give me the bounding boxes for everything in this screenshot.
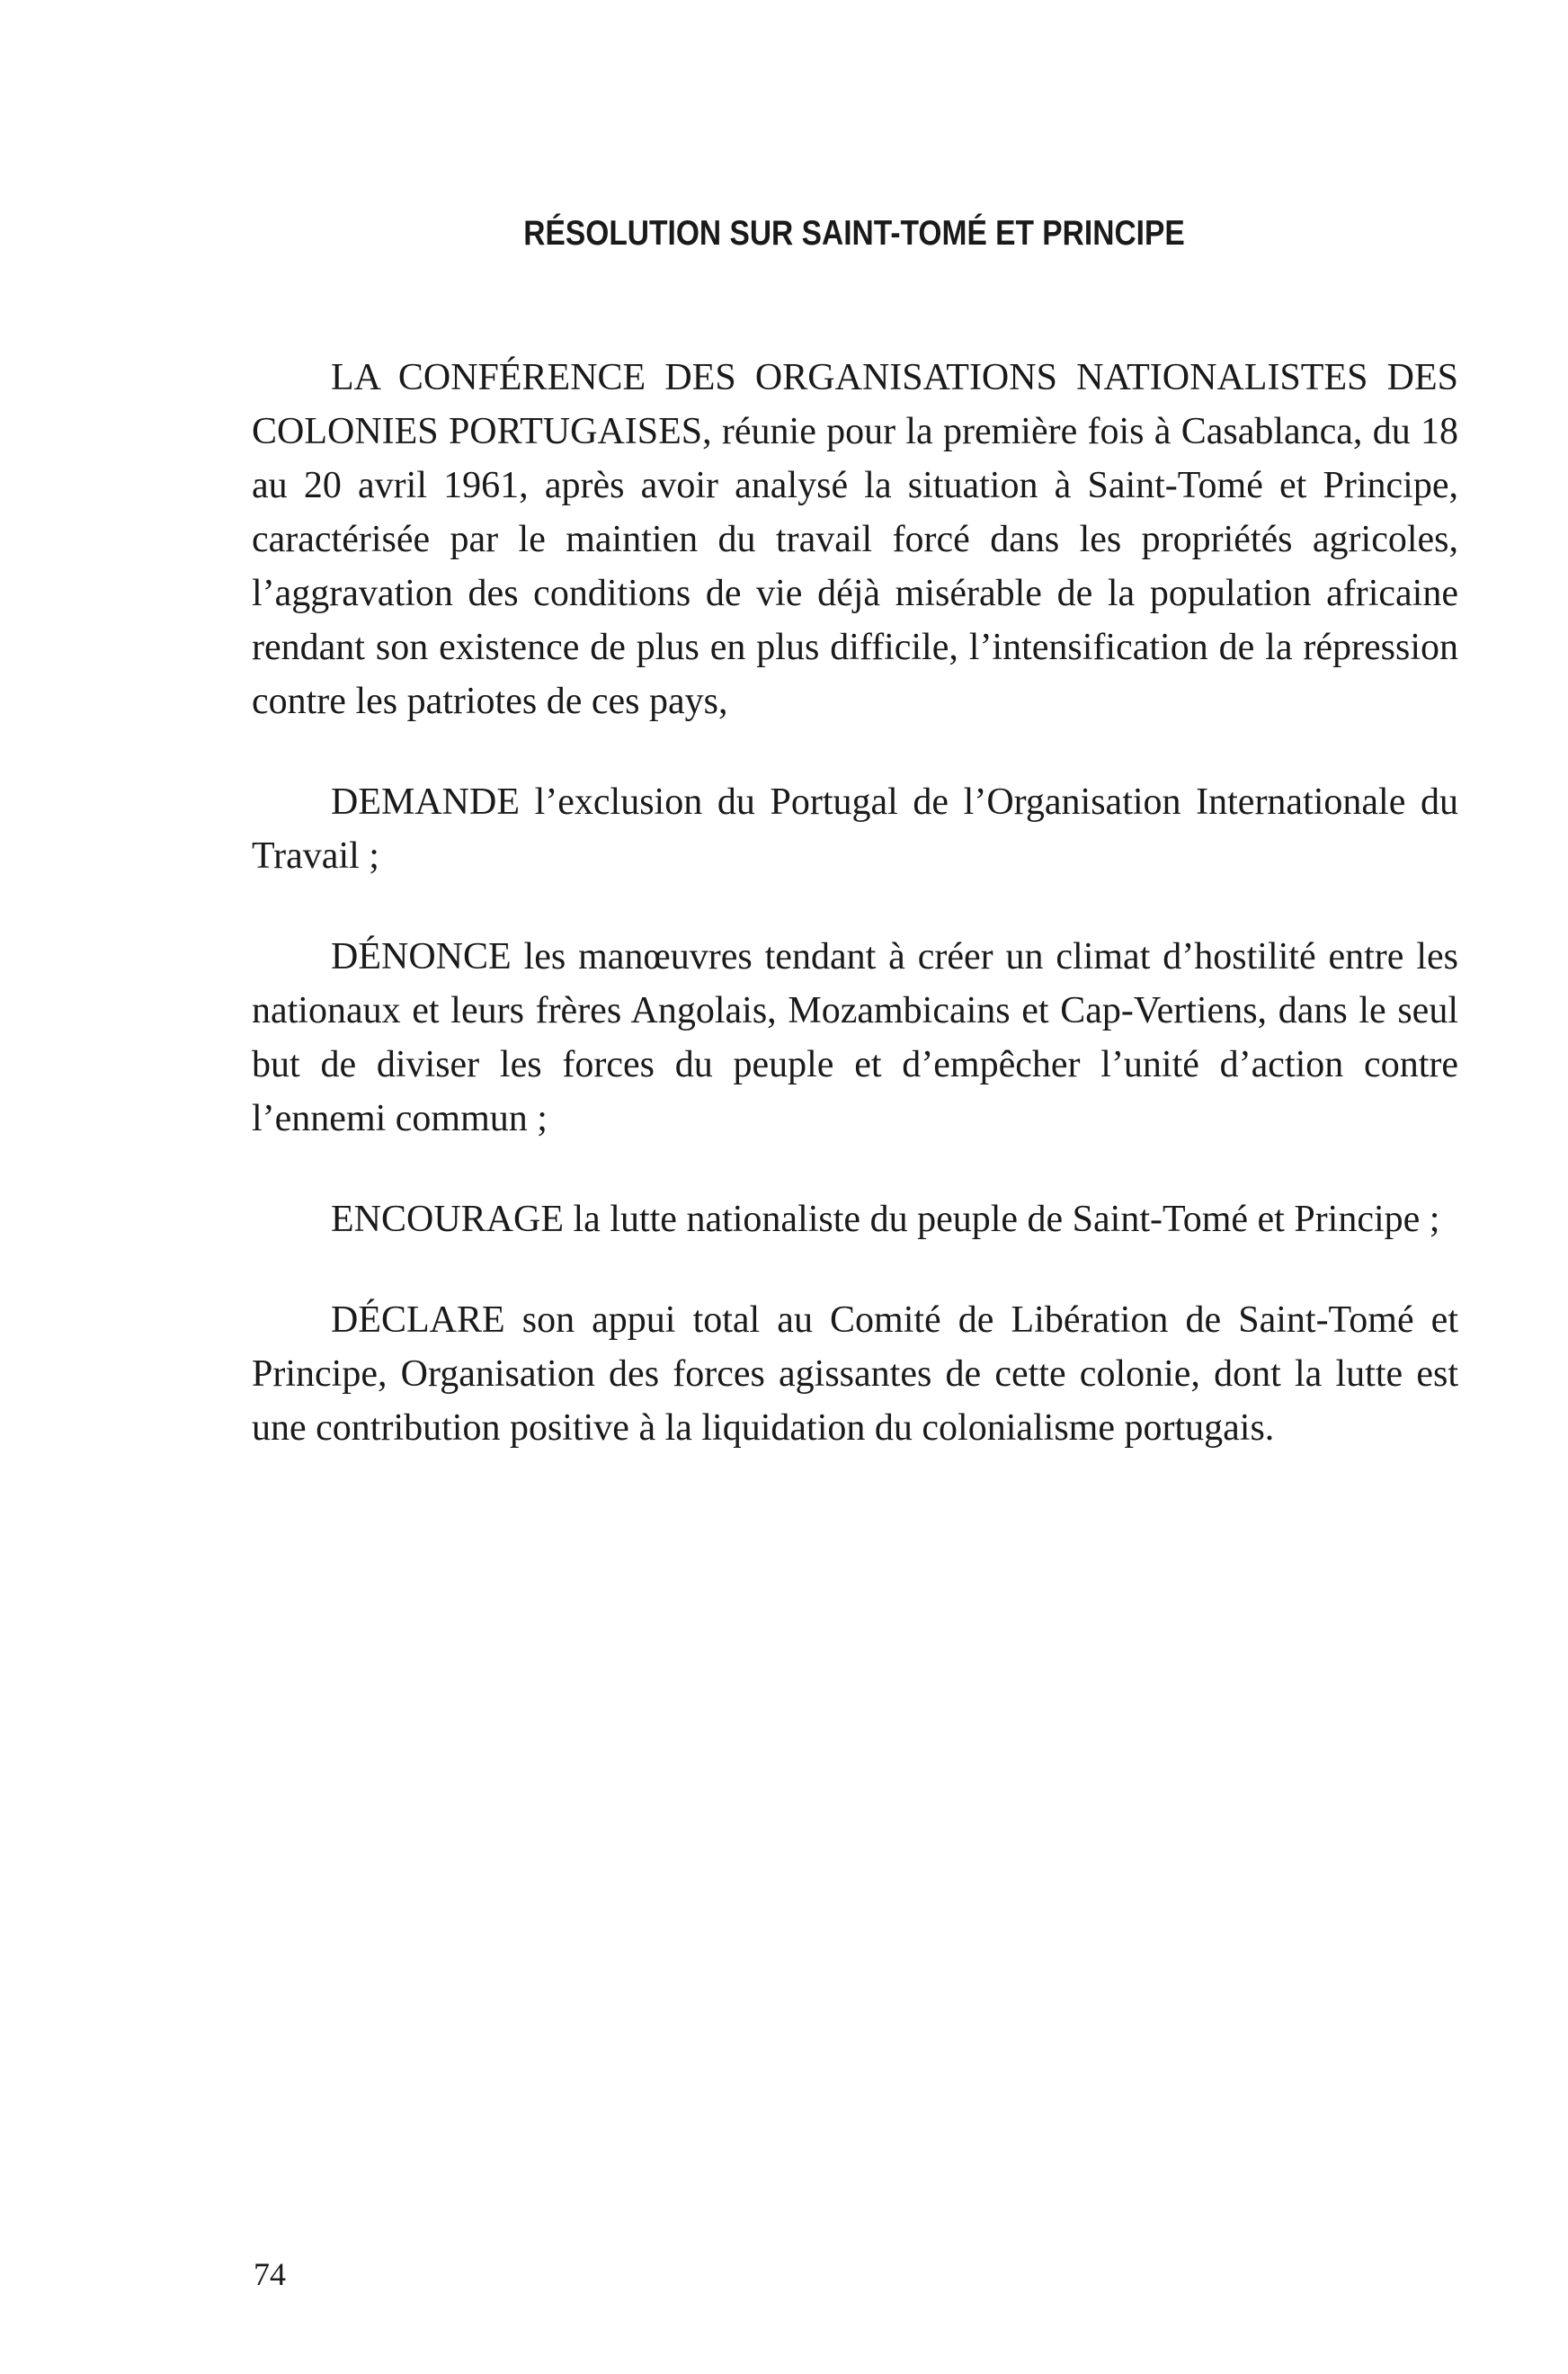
page-number: 74: [254, 2256, 286, 2292]
document-title: RÉSOLUTION SUR SAINT-TOMÉ ET PRINCIPE: [523, 214, 1185, 253]
paragraph-denonce: DÉNONCE les manœuvres tendant à créer un climat d’hostilité entre les nationaux et leurs frères Angolais, Mozambicains et Cap-Vertiens, dans le seul but de diviser les forces du peuple et d’empêcher l’unité d’action contre l’ennemi commun ;: [252, 936, 1458, 1139]
paragraph-declare: DÉCLARE son appui total au Comité de Libération de Saint-Tomé et Principe, Organisation des forces agissantes de cette colonie, dont la lutte est une contribution positive à la liquidation du colonialisme portugais.: [252, 1299, 1458, 1449]
paragraph-preamble: LA CONFÉRENCE DES ORGANISATIONS NATIONALISTES DES COLONIES PORTUGAISES, réunie pour la première fois à Casablanca, du 18 au 20 avril 1961, après avoir analysé la situation à Saint-Tomé et Principe, caractérisée par le maintien du travail forcé dans les propriétés agricoles, l’aggravation des conditions de vie déjà misérable de la population africaine rendant son existence de plus en plus difficile, l’intensification de la répression contre les patriotes de ces pays,: [252, 357, 1458, 722]
paragraph-encourage: ENCOURAGE la lutte nationaliste du peuple de Saint-Tomé et Principe ;: [331, 1199, 1440, 1240]
document-body: [252, 351, 1458, 1502]
paragraph-demande: DEMANDE l’exclusion du Portugal de l’Organisation Internationale du Travail ;: [252, 781, 1458, 877]
